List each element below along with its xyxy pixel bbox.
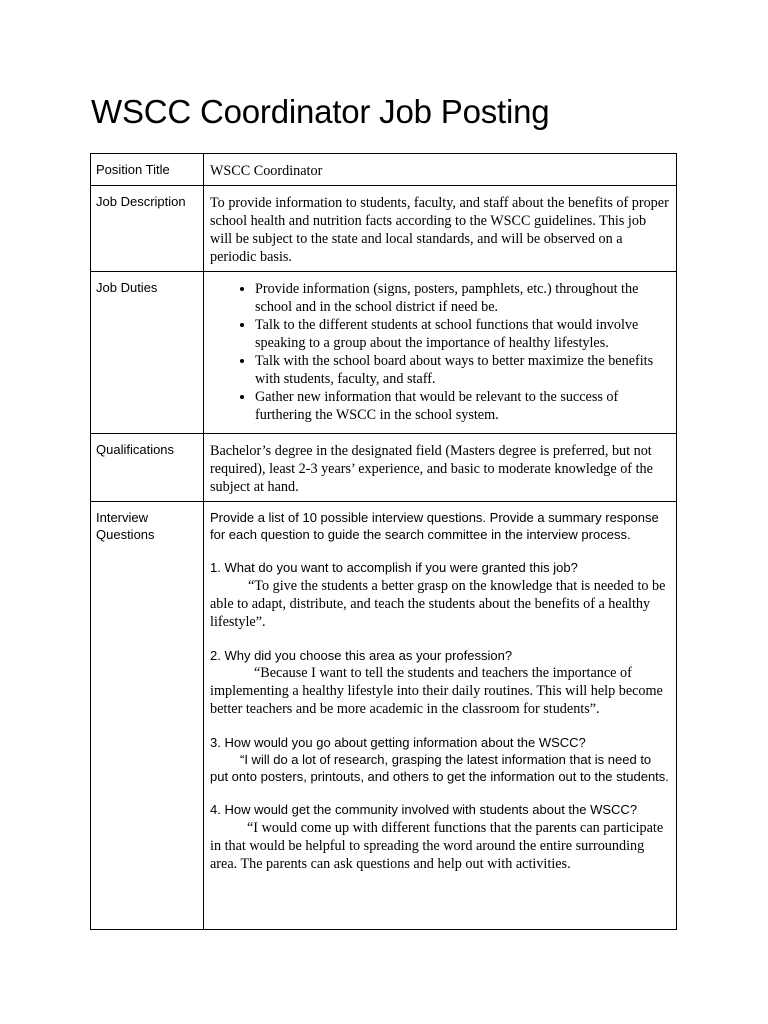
position-title-row	[91, 154, 677, 186]
interview-question-block	[210, 560, 670, 631]
interview-question: 2. Why did you choose this area as your profession?	[210, 647, 513, 663]
interview-answer: “I will do a lot of research, grasping the latest information that is need to put onto posters, printouts, and others to get the information out to the students.	[210, 751, 669, 784]
job-description-value: To provide information to students, faculty, and staff about the benefits of proper school health and nutrition facts according to the WSCC guidelines. This job will be subject to the state and local standards, and will be observed on a periodic basis.	[210, 195, 669, 265]
job-description-row	[91, 186, 677, 272]
interview-answer: “To give the students a better grasp on the knowledge that is needed to be able to adapt, distribute, and teach the students about the benefits of a healthy lifestyle”.	[210, 577, 666, 630]
position-title-label: Position Title	[91, 154, 204, 186]
duty-item: • Gather new information that would be relevant to the success of furthering the WSCC in the school system.	[255, 388, 670, 424]
page-title: WSCC Coordinator Job Posting	[91, 93, 550, 130]
interview-question: 1. What do you want to accomplish if you were granted this job?	[210, 560, 578, 576]
job-duties-label: Job Duties	[91, 272, 204, 434]
job-duties-row	[91, 272, 677, 434]
interview-answer: “I would come up with different functions that the parents can participate in that would be helpful to spreading the word around the entire surrounding area. The parents can ask questions and help out with activities.	[210, 819, 664, 872]
interview-questions-label: Interview Questions	[91, 502, 204, 930]
interview-question: 4. How would get the community involved with students about the WSCC?	[210, 802, 638, 818]
interview-intro: Provide a list of 10 possible interview questions. Provide a summary response for each question to guide the search committee in the interview process.	[210, 510, 659, 542]
job-duties-list	[210, 280, 670, 424]
job-posting-table	[90, 153, 677, 930]
qualifications-row	[91, 434, 677, 502]
interview-question-block	[210, 735, 670, 785]
position-title-value: WSCC Coordinator	[204, 154, 677, 186]
duty-item: • Talk with the school board about ways to better maximize the benefits with students, faculty, and staff.	[255, 352, 670, 388]
interview-answer: “Because I want to tell the students and teachers the importance of implementing a healthy lifestyle into their daily routines. This will help become better teachers and be more academic in the classroom for students”.	[210, 665, 663, 718]
qualifications-value: Bachelor’s degree in the designated field (Masters degree is preferred, but not required), least 2-3 years’ experience, and basic to moderate knowledge of the subject at hand.	[210, 443, 653, 495]
job-description-label: Job Description	[91, 186, 204, 272]
interview-questions-row	[91, 502, 677, 930]
qualifications-label: Qualifications	[91, 434, 204, 502]
interview-question: 3. How would you go about getting information about the WSCC?	[210, 735, 586, 751]
interview-question-block	[210, 648, 670, 719]
duty-item: • Talk to the different students at school functions that would involve speaking to a group about the importance of healthy lifestyles.	[255, 316, 670, 352]
interview-question-block	[210, 802, 670, 873]
duty-item: • Provide information (signs, posters, pamphlets, etc.) throughout the school and in the school district if need be.	[255, 280, 670, 316]
